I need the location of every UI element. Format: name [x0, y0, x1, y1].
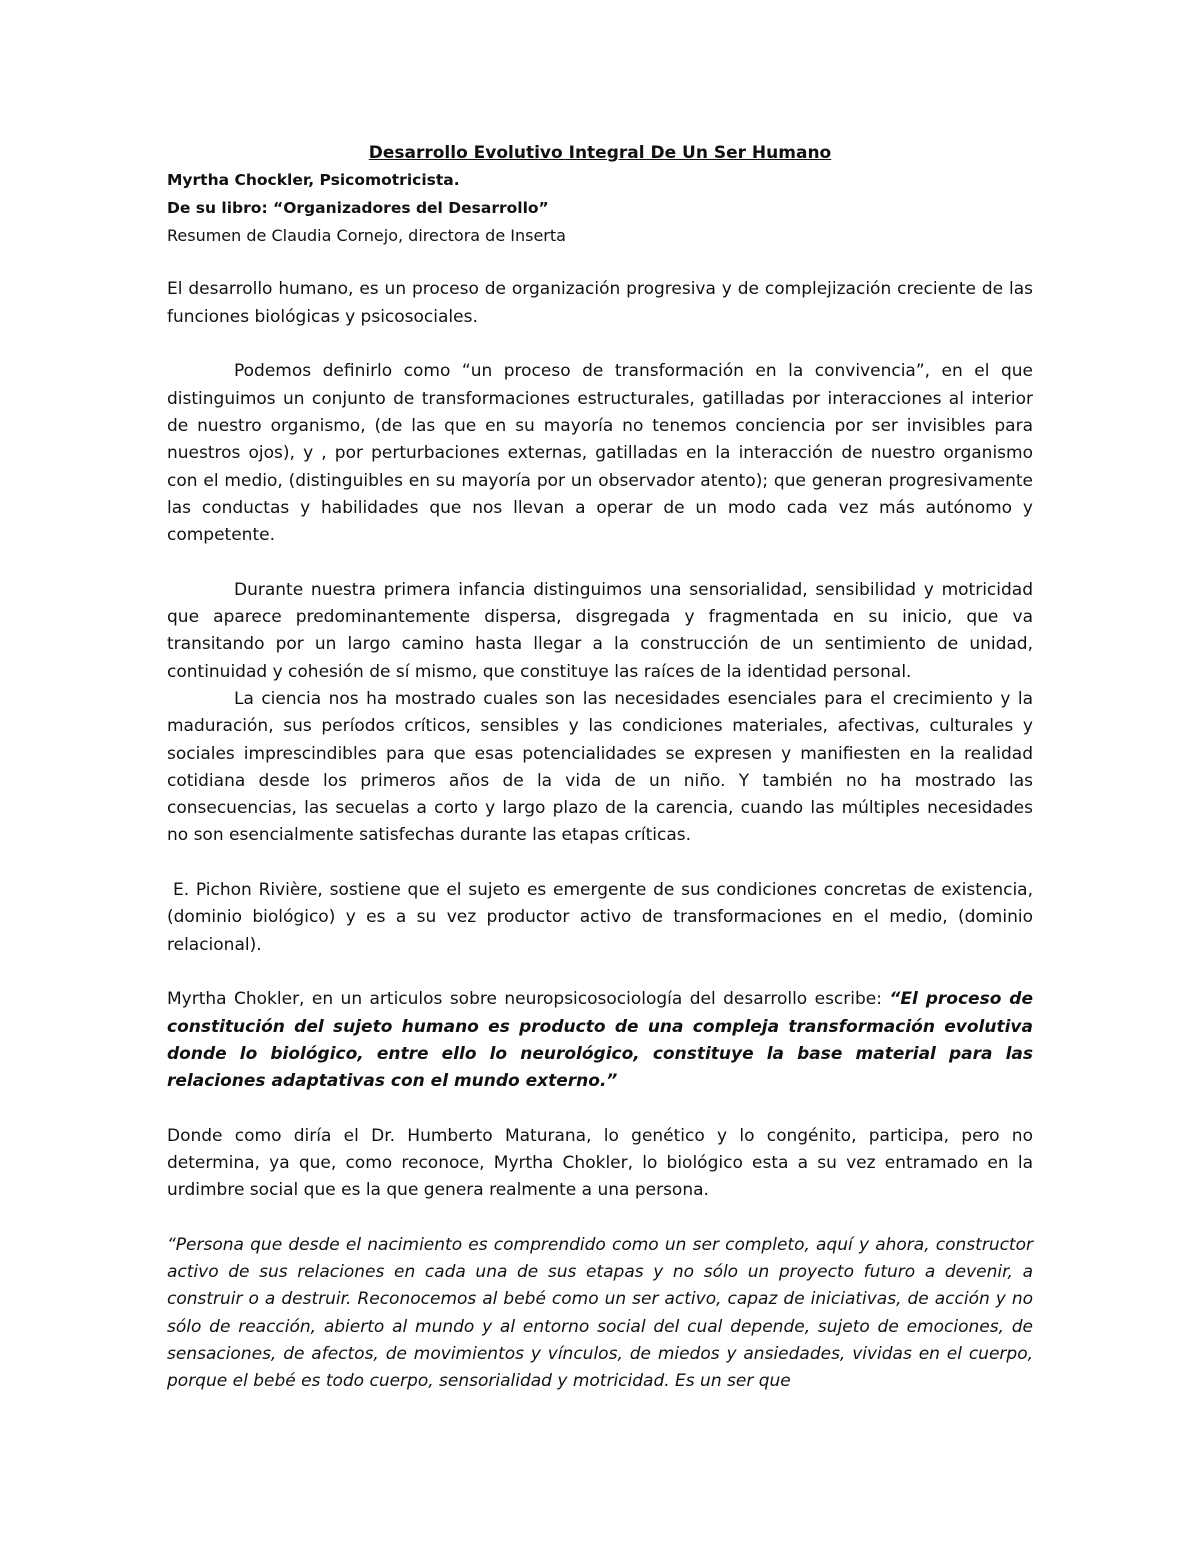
paragraph-5: E. Pichon Rivière, sostiene que el sujeto es emergente de sus condiciones concretas de existencia, (dominio biológico) y es a su vez productor activo de transformaciones en el medio, (dominio relacional). [167, 880, 1033, 955]
spacer [167, 959, 1033, 986]
paragraph-8: “Persona que desde el nacimiento es comprendido como un ser completo, aquí y ahora, constructor activo de sus relaciones en cada una de sus etapas y no sólo un proyecto futuro a devenir, a construir o a destruir. Reconocemos al bebé como un ser activo, capaz de iniciativas, de acción y no sólo de reacción, abierto al mundo y al entorno social del cual depende, sujeto de emociones, de sensaciones, de afectos, de movimientos y vínculos, de miedos y ansiedades, vividas en el cuerpo, porque el bebé es todo cuerpo, sensorialidad y motricidad. Es un ser que [167, 1234, 1033, 1392]
paragraph-1: El desarrollo humano, es un proceso de organización progresiva y de complejización creciente de las funciones biológicas y psicosociales. [167, 279, 1033, 327]
paragraph-7: Donde como diría el Dr. Humberto Maturana, lo genético y lo congénito, participa, pero no determina, ya que, como reconoce, Myrtha Chokler, lo biológico esta a su vez entramado en la urdimbre social que es la que genera realmente a una persona. [167, 1125, 1033, 1201]
spacer [167, 331, 1033, 358]
spacer [167, 1095, 1033, 1122]
paragraph-4: La ciencia nos ha mostrado cuales son las necesidades esenciales para el crecimiento y la maduración, sus períodos críticos, sensibles y las condiciones materiales, afectivas, culturales y sociales imprescindibles para que esas potencialidades se expresen y manifiesten en la realidad cotidiana desde los primeros años de la vida de un niño. Y también no ha mostrado las consecuencias, las secuelas a corto y largo plazo de la carencia, cuando las múltiples necesidades no son esencialmente satisfechas durante las etapas críticas. [167, 688, 1033, 846]
summary-line: Resumen de Claudia Cornejo, directora de Inserta [167, 225, 566, 245]
spacer [167, 850, 1033, 877]
document-page [167, 140, 1033, 1396]
paragraph-3: Durante nuestra primera infancia distinguimos una sensorialidad, sensibilidad y motricidad que aparece predominantemente dispersa, disgregada y fragmentada en su inicio, que va transitando por un largo camino hasta llegar a la construcción de un sentimiento de unidad, continuidad y cohesión de sí mismo, que constituye las raíces de la identidad personal. [167, 579, 1033, 682]
paragraph-6 [167, 986, 1033, 1095]
paragraph-6-intro: Myrtha Chokler, en un articulos sobre neuropsicosociología del desarrollo escribe: [167, 989, 890, 1010]
spacer [167, 1205, 1033, 1232]
book-line: De su libro: “Organizadores del Desarrollo” [167, 198, 549, 217]
spacer [167, 549, 1033, 576]
author-line: Myrtha Chockler, Psicomotricista. [167, 171, 460, 190]
paragraph-6-quote: “El proceso de constitución del sujeto humano es producto de una compleja transformación evolutiva donde lo biológico, entre ello lo neurológico, constituye la base material para las relaciones adaptativas con el mundo externo.” [167, 989, 1034, 1092]
document-title: Desarrollo Evolutivo Integral De Un Ser Humano [368, 143, 832, 163]
paragraph-2: Podemos definirlo como “un proceso de transformación en la convivencia”, en el que distinguimos un conjunto de transformaciones estructurales, gatilladas por interacciones al interior de nuestro organismo, (de las que en su mayoría no tenemos conciencia por ser invisibles para nuestros ojos), y , por perturbaciones externas, gatilladas en la interacción de nuestro organismo con el medio, (distinguibles en su mayoría por un observador atento); que generan progresivamente las conductas y habilidades que nos llevan a operar de un modo cada vez más autónomo y competente. [167, 361, 1033, 546]
spacer [167, 249, 1033, 276]
